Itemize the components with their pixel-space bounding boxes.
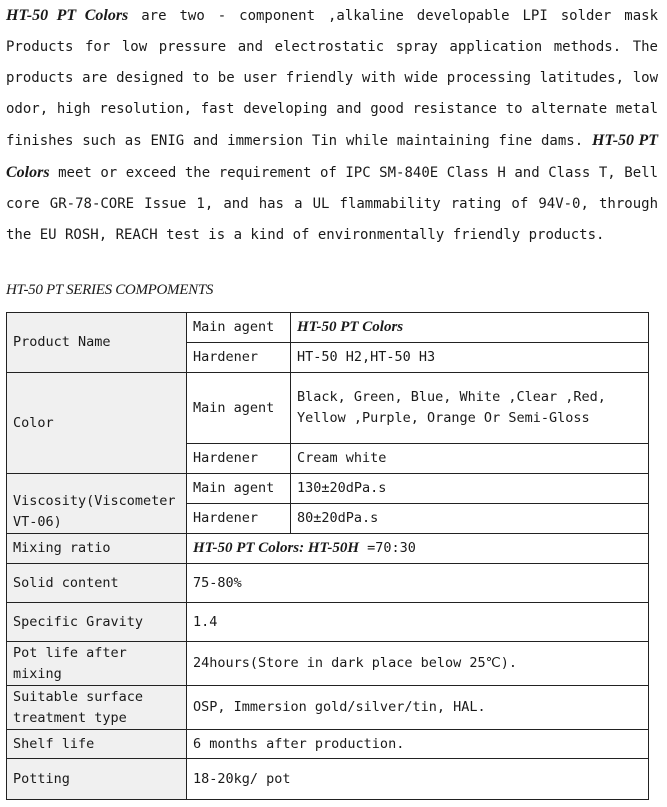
table-row [7,686,649,730]
table-row [7,603,649,642]
potting-label: Potting [7,759,187,800]
shelf-life-label: Shelf life [7,730,187,759]
product-name-label: Product Name [7,313,187,373]
potting-value: 18-20kg/ pot [187,759,649,800]
viscosity-main-agent-label: Main agent [187,474,291,504]
table-row [7,564,649,603]
product-main-agent-label: Main agent [187,313,291,343]
surface-type-value: OSP, Immersion gold/silver/tin, HAL. [187,686,649,730]
pot-life-label: Pot life after mixing [7,642,187,686]
specific-gravity-label: Specific Gravity [7,603,187,642]
intro-text-b: meet or exceed the requirement of IPC SM-840E Class H and Class T, Bell core GR-78-CORE Issue 1, and has a UL flammability rating of 94V-0, through the EU ROSH, REACH test is a kind of environmentally friendly products. [6,165,658,243]
color-hardener-value: Cream white [291,444,649,474]
table-row [7,474,649,504]
mixing-ratio-number: =70:30 [358,540,416,556]
mixing-ratio-label: Mixing ratio [7,534,187,564]
pot-life-value: 24hours(Store in dark place below 25℃). [187,642,649,686]
viscosity-label: Viscosity(Viscometer VT-06) [7,474,187,534]
mixing-ratio-value [187,534,649,564]
specific-gravity-value: 1.4 [187,603,649,642]
viscosity-hardener-value: 80±20dPa.s [291,504,649,534]
table-row [7,730,649,759]
color-label: Color [7,373,187,474]
spec-table [6,312,649,800]
table-row [7,313,649,343]
table-row [7,534,649,564]
mixing-ratio-brand: HT-50 PT Colors: HT-50H [193,540,359,556]
viscosity-hardener-label: Hardener [187,504,291,534]
surface-type-label: Suitable surface treatment type [7,686,187,730]
shelf-life-value: 6 months after production. [187,730,649,759]
color-main-agent-value: Black, Green, Blue, White ,Clear ,Red, Yellow ,Purple, Orange Or Semi-Gloss [291,373,649,444]
product-hardener-label: Hardener [187,343,291,373]
intro-text-a: are two - component ,alkaline developable LPI solder mask Products for low pressure and electrostatic spray application methods. The products are designed to be user friendly with wide processing latitudes, low odor, high resolution, fast developing and good resistance to alternate metal finishes such as ENIG and immersion Tin while maintaining fine dams. [6,8,658,149]
solid-content-label: Solid content [7,564,187,603]
solid-content-value: 75-80% [187,564,649,603]
table-row [7,642,649,686]
brand-name: HT-50 PT Colors [6,7,129,24]
section-title: HT-50 PT SERIES COMPOMENTS [6,282,214,298]
product-hardener-value: HT-50 H2,HT-50 H3 [291,343,649,373]
brand-name-2: HT-50 PT Colors [6,132,658,181]
viscosity-main-agent-value: 130±20dPa.s [291,474,649,504]
table-row [7,373,649,444]
color-main-agent-label: Main agent [187,373,291,444]
color-hardener-label: Hardener [187,444,291,474]
table-row [7,759,649,800]
product-main-agent-value: HT-50 PT Colors [291,313,649,343]
intro-paragraph [6,0,658,251]
